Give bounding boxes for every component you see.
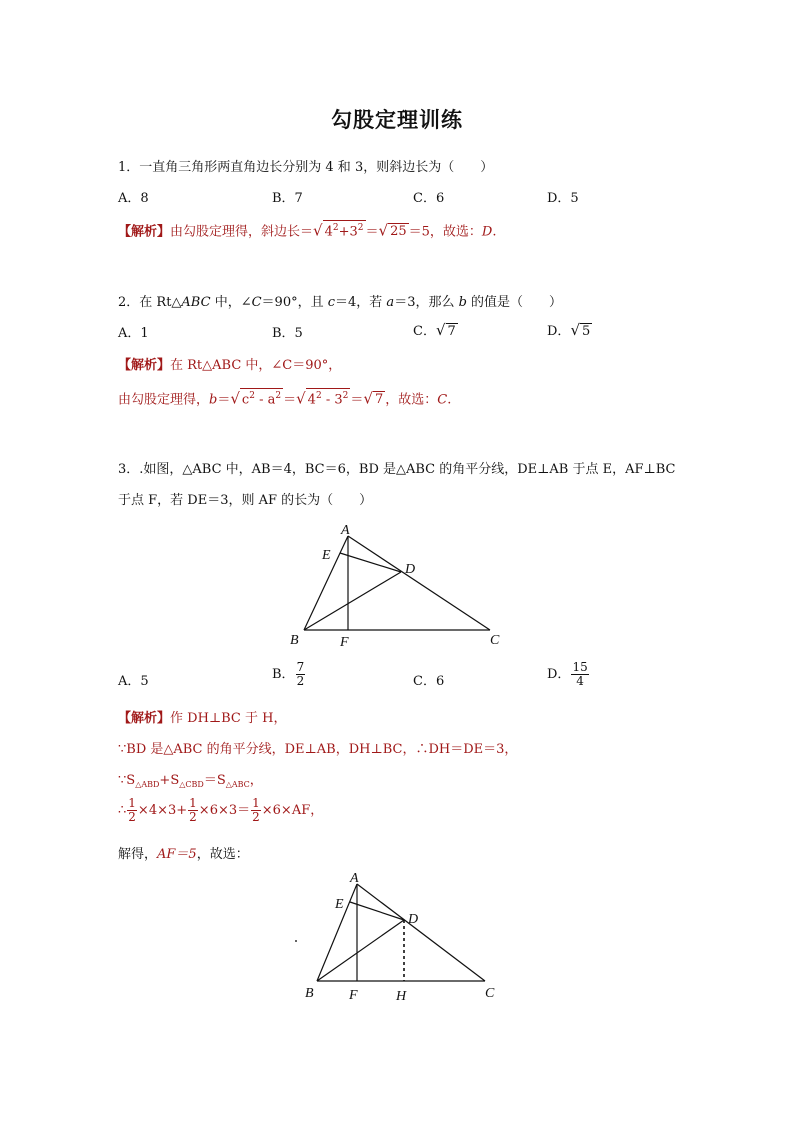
label-A: A bbox=[341, 523, 350, 538]
q1-stem: 1．一直角三角形两直角边长分别为 4 和 3，则斜边长为（ ） bbox=[118, 160, 494, 175]
analysis-tag: 【解析】 bbox=[118, 358, 171, 373]
q1-option-d: D．5 bbox=[547, 191, 579, 206]
label-B: B bbox=[290, 633, 299, 648]
label-C: C bbox=[490, 633, 500, 648]
q1-radical-2: 25 bbox=[390, 224, 407, 240]
label-C: C bbox=[485, 986, 495, 1001]
q3-stem-line-1: 3．.如图，△ABC 中，AB＝4，BC＝6，BD 是△ABC 的角平分线，DE⊥AB 于点 E，AF⊥BC bbox=[118, 462, 676, 477]
q3-analysis-line-3: $\because S_{\triangle ABD}+S_{\triangle CBD}=S_{\triangle ABC}$， bbox=[118, 773, 263, 789]
q1-answer: D bbox=[481, 224, 493, 240]
label-D: D bbox=[405, 562, 416, 577]
q2-option-d: D．√ 5 bbox=[547, 321, 591, 339]
segment-DE bbox=[350, 902, 404, 920]
q3-solution-figure bbox=[295, 866, 510, 1006]
q3-figure bbox=[285, 520, 515, 652]
q3-analysis-line-5: 解得，AF＝5，故选： bbox=[118, 847, 249, 862]
segment-AC bbox=[357, 884, 485, 981]
q1-radical-1: $4^2+3^2$ bbox=[323, 220, 366, 239]
segment-DE bbox=[340, 553, 401, 572]
label-B: B bbox=[305, 986, 314, 1001]
q3-stem-line-2: 于点 F，若 DE＝3，则 AF 的长为（ ） bbox=[118, 493, 373, 508]
segment-AC bbox=[348, 536, 490, 630]
q1-option-b: B．7 bbox=[272, 191, 303, 206]
q1-option-c: C．6 bbox=[413, 191, 445, 206]
q3-option-a: A．5 bbox=[118, 674, 149, 689]
q3-analysis-line-4: ∴ $\frac{1}{2}$ ×4×3+ $\frac{1}{2}$ ×6×3＝ $\frac{1}{2}$ ×6×AF， bbox=[118, 796, 324, 824]
q3-analysis-line-1: 【解析】作 DH⊥BC 于 H， bbox=[118, 711, 287, 726]
label-E: E bbox=[335, 897, 344, 912]
stray-dot bbox=[295, 940, 297, 942]
page-title: 勾股定理训练 bbox=[331, 107, 463, 132]
q2-analysis-line-1: 【解析】在 Rt△ABC 中，∠C＝90°， bbox=[118, 358, 342, 373]
q1-analysis-text: 由勾股定理得，斜边长＝ bbox=[170, 224, 314, 240]
analysis-tag: 【解析】 bbox=[118, 711, 171, 726]
q2-option-c: C．√ 7 bbox=[413, 321, 456, 339]
label-H: H bbox=[396, 989, 407, 1004]
q3-option-d: D． $\frac{15}{4}$ bbox=[547, 660, 588, 688]
q2-analysis-line-2: 由勾股定理得，b＝√ $c^2 - a^2$ ＝√ $4^2 - 3^2$ ＝√ 7 ，故选：C. bbox=[118, 389, 452, 408]
q2-option-b: B．5 bbox=[272, 326, 303, 341]
q1-option-a: A．8 bbox=[118, 191, 149, 206]
q2-option-a: A．1 bbox=[118, 326, 149, 341]
q2-stem: 2．在 Rt△ABC 中，∠C＝90°，且 c＝4，若 a＝3，那么 b 的值是（ ） bbox=[118, 295, 563, 310]
label-F: F bbox=[349, 988, 358, 1003]
label-F: F bbox=[340, 635, 349, 650]
analysis-tag: 【解析】 bbox=[118, 224, 171, 240]
q3-analysis-line-2: ∵BD 是△ABC 的角平分线，DE⊥AB，DH⊥BC，∴DH＝DE＝3， bbox=[118, 742, 518, 757]
label-D: D bbox=[408, 912, 419, 927]
q3-option-b: B． $\frac{7}{2}$ bbox=[272, 660, 305, 688]
q1-analysis: 【解析】由勾股定理得，斜边长＝√ $4^2+3^2$ ＝√ 25 ＝5，故选：D. bbox=[118, 221, 497, 240]
segment-BD bbox=[304, 572, 401, 630]
q3-option-c: C．6 bbox=[413, 674, 445, 689]
label-A: A bbox=[350, 871, 359, 886]
label-E: E bbox=[322, 548, 331, 563]
q2-answer: C bbox=[437, 392, 448, 408]
